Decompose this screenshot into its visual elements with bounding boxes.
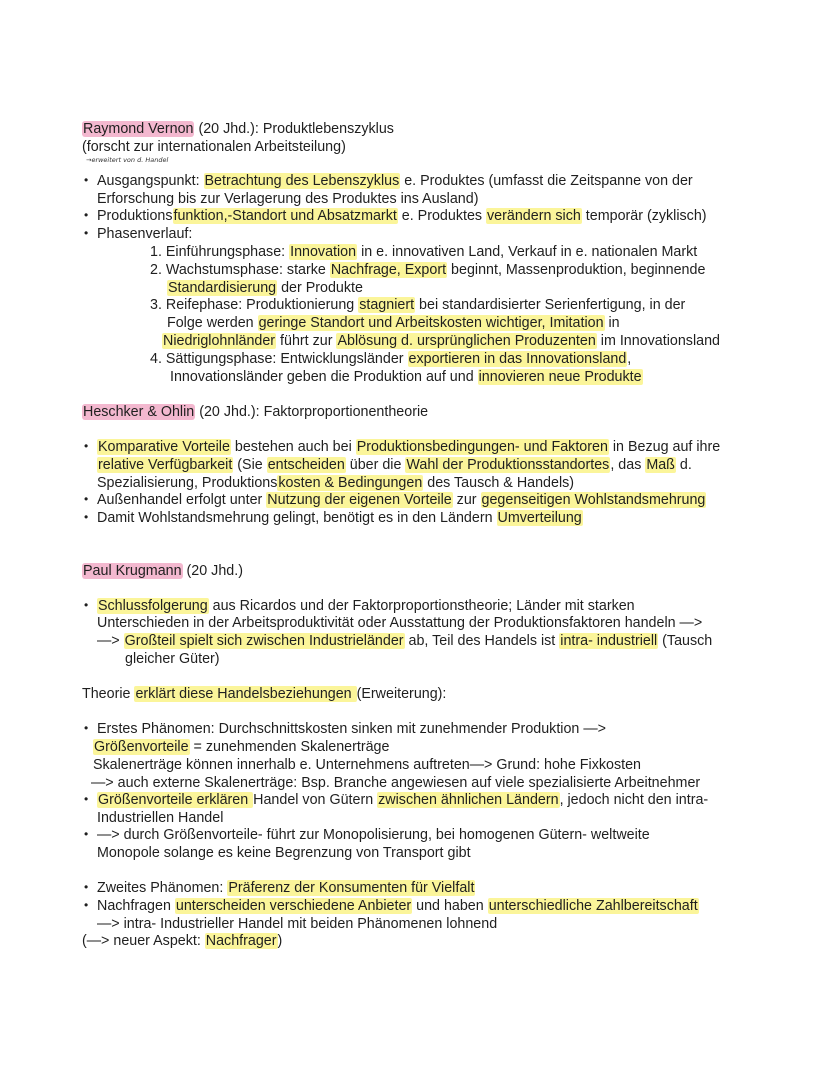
krugman-bullet-1-cont: Unterschieden in der Arbeitsproduktivität oder Ausstattung der Produktionsfaktoren handeln —> xyxy=(97,615,703,631)
phase-2-cont: Standardisierung der Produkte xyxy=(168,280,363,296)
first-phenomenon: Erstes Phänomen: Durchschnittskosten sinken mit zunehmender Produktion —> xyxy=(97,721,606,737)
phase-4-cont: Innovationsländer geben die Produktion auf und innovieren neue Produkte xyxy=(170,369,642,385)
monopoly-bullet: —> durch Größenvorteile- führt zur Monopolisierung, bei homogenen Gütern- weltweite xyxy=(97,827,650,843)
first-phenomenon-cont: Größenvorteile = zunehmenden Skalenerträge xyxy=(94,739,390,755)
bullet-icon: • xyxy=(84,208,89,222)
krugman-bullet-1-cont-2: —> Großteil spielt sich zwischen Industrieländer ab, Teil des Handels ist intra- industriell (Tausch xyxy=(97,633,713,649)
heckscher-bullet-2: Außenhandel erfolgt unter Nutzung der eigenen Vorteile zur gegenseitigen Wohlstandsmehrung xyxy=(97,492,706,508)
heckscher-bullet-1: Komparative Vorteile bestehen auch bei Produktionsbedingungen- und Faktoren in Bezug auf ihre xyxy=(98,439,721,455)
first-phenomenon-cont-2: Skalenerträge können innerhalb e. Unternehmens auftreten—> Grund: hohe Fixkosten xyxy=(93,757,641,773)
phase-2: 2. Wachstumsphase: starke Nachfrage, Export beginnt, Massenproduktion, beginnende xyxy=(150,262,706,278)
handwritten-note: →erweitert von d. Handel xyxy=(86,156,169,164)
krugman-name: Paul Krugmann xyxy=(83,563,182,579)
phase-3-cont-2: Niedriglohnländer führt zur Ablösung d. ursprünglichen Produzenten im Innovationsland xyxy=(163,333,720,349)
monopoly-cont: Monopole solange es keine Begrenzung von Transport gibt xyxy=(97,845,471,861)
bullet-icon: • xyxy=(84,827,89,841)
size-advantages-bullet: Größenvorteile erklären Handel von Gütern zwischen ähnlichen Ländern, jedoch nicht den intra- xyxy=(98,792,709,808)
vernon-name: Raymond Vernon xyxy=(83,121,194,137)
vernon-bullet-3: Phasenverlauf: xyxy=(97,226,193,242)
heckscher-name: Heschker & Ohlin xyxy=(83,404,195,420)
bullet-icon: • xyxy=(84,880,89,894)
phase-3-cont: Folge werden geringe Standort und Arbeitskosten wichtiger, Imitation in xyxy=(167,315,620,331)
demand-bullet: Nachfragen unterscheiden verschiedene Anbieter und haben unterschiedliche Zahlbereitschaft xyxy=(97,898,698,914)
vernon-subheading: (forscht zur internationalen Arbeitsteilung) xyxy=(82,139,346,155)
size-advantages-cont: Industriellen Handel xyxy=(97,810,224,826)
krugman-bullet-1: Schlussfolgerung aus Ricardos und der Faktorproportionstheorie; Länder mit starken xyxy=(98,598,635,614)
bullet-icon: • xyxy=(84,721,89,735)
bullet-icon: • xyxy=(84,510,89,524)
bullet-icon: • xyxy=(84,792,89,806)
bullet-icon: • xyxy=(84,173,89,187)
vernon-bullet-1-cont: Erforschung bis zur Verlagerung des Produktes ins Ausland) xyxy=(97,191,479,207)
vernon-heading: Raymond Vernon (20 Jhd.): Produktlebenszyklus xyxy=(83,121,394,137)
demand-cont: —> intra- Industrieller Handel mit beiden Phänomenen lohnend xyxy=(97,916,498,932)
phase-1: 1. Einführungsphase: Innovation in e. innovativen Land, Verkauf in e. nationalen Markt xyxy=(150,244,698,260)
vernon-bullet-2: Produktionsfunktion,-Standort und Absatzmarkt e. Produktes verändern sich temporär (zyklisch) xyxy=(97,208,707,224)
phase-3: 3. Reifephase: Produktionierung stagniert bei standardisierter Serienfertigung, in der xyxy=(150,297,686,313)
krugman-heading: Paul Krugmann (20 Jhd.) xyxy=(83,563,243,579)
new-aspect-line: (—> neuer Aspekt: Nachfrager) xyxy=(82,933,283,949)
bullet-icon: • xyxy=(84,439,89,453)
second-phenomenon: Zweites Phänomen: Präferenz der Konsumenten für Vielfalt xyxy=(97,880,475,896)
heckscher-bullet-3: Damit Wohlstandsmehrung gelingt, benötigt es in den Ländern Umverteilung xyxy=(97,510,582,526)
bullet-icon: • xyxy=(84,492,89,506)
bullet-icon: • xyxy=(84,226,89,240)
krugman-bullet-1-cont-3: gleicher Güter) xyxy=(125,651,220,667)
heckscher-heading: Heschker & Ohlin (20 Jhd.): Faktorproportionentheorie xyxy=(83,404,429,420)
vernon-bullet-1: Ausgangspunkt: Betrachtung des Lebenszyklus e. Produktes (umfasst die Zeitspanne von der xyxy=(97,173,693,189)
bullet-icon: • xyxy=(84,598,89,612)
phase-4: 4. Sättigungsphase: Entwicklungsländer exportieren in das Innovationsland, xyxy=(150,351,632,367)
theory-line: Theorie erklärt diese Handelsbeziehungen (Erweiterung): xyxy=(82,686,447,702)
first-phenomenon-cont-3: —> auch externe Skalenerträge: Bsp. Branche angewiesen auf viele spezialisierte Arbeitnehmer xyxy=(91,775,701,791)
heckscher-bullet-1-cont-2: Spezialisierung, Produktionskosten & Bedingungen des Tausch & Handels) xyxy=(97,475,575,491)
heckscher-bullet-1-cont: relative Verfügbarkeit (Sie entscheiden über die Wahl der Produktionsstandortes, das Maß d. xyxy=(98,457,692,473)
bullet-icon: • xyxy=(84,898,89,912)
